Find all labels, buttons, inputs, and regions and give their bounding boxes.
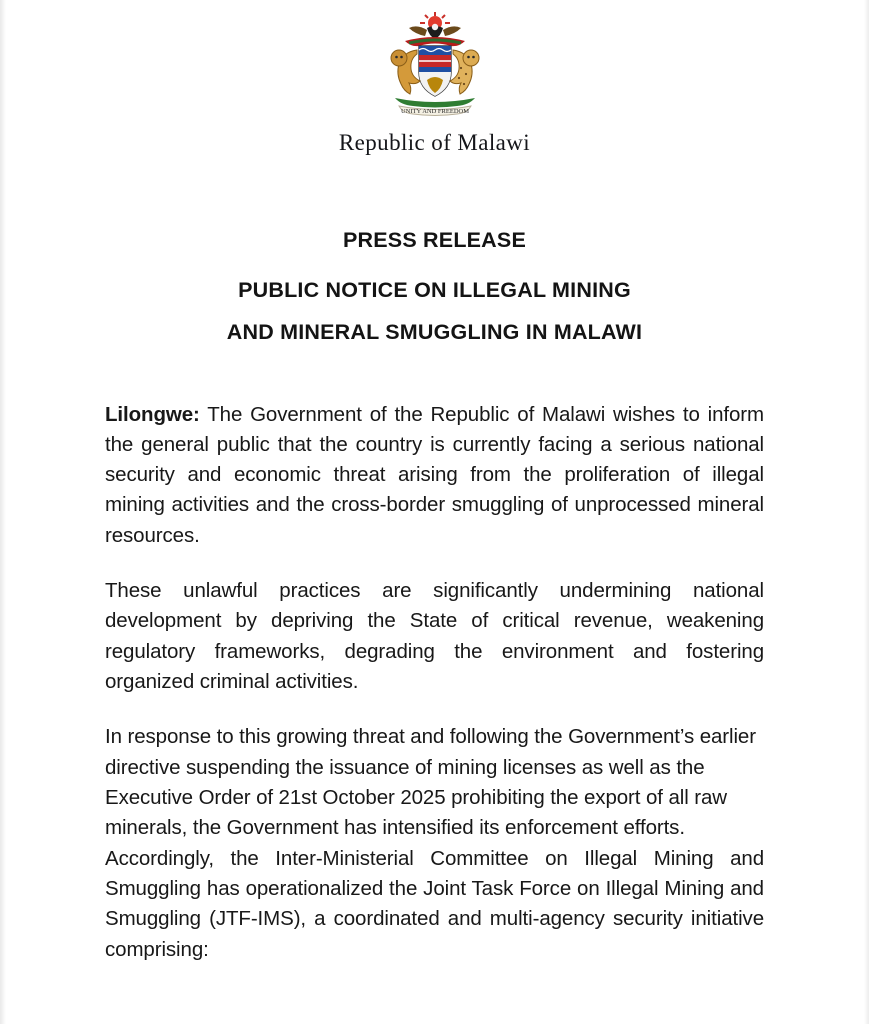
- heading-block: [105, 230, 764, 344]
- svg-text:UNITY AND FREEDOM: UNITY AND FREEDOM: [400, 108, 469, 115]
- coat-of-arms-icon: [365, 10, 505, 122]
- paragraph-1-text: The Government of the Republic of Malawi wishes to inform the general public that the country is currently facing a serious national security and economic threat arising from the proliferation of illegal mining activities and the cross-border smuggling of unprocessed mineral resources.: [105, 402, 764, 547]
- paragraph-1: [105, 400, 764, 552]
- page-subtitle-line-1: PUBLIC NOTICE ON ILLEGAL MINING: [238, 277, 631, 302]
- body-text: [105, 400, 764, 966]
- paragraph-3: In response to this growing threat and following the Government’s earlier directive suspending the issuance of mining licenses as well as the Executive Order of 21st October 2025 prohibiting the export of all raw minerals, the Government has intensified its enforcement efforts.: [105, 725, 756, 840]
- page-title: PRESS RELEASE: [342, 228, 526, 252]
- dateline-label: Lilongwe:: [105, 402, 200, 426]
- paragraph-2: These unlawful practices are significantly undermining national development by depriving the State of critical revenue, weakening regulatory frameworks, degrading the environment and fostering organized criminal activities.: [105, 579, 764, 694]
- emblem-block: [105, 0, 764, 156]
- paragraph-4: Accordingly, the Inter-Ministerial Committee on Illegal Mining and Smuggling has operationalized the Joint Task Force on Illegal Mining and Smuggling (JTF-IMS), a coordinated and multi-agency security initiative comprising:: [105, 846, 764, 961]
- page-subtitle-line-2: AND MINERAL SMUGGLING IN MALAWI: [226, 320, 643, 344]
- country-caption: Republic of Malawi: [338, 130, 531, 155]
